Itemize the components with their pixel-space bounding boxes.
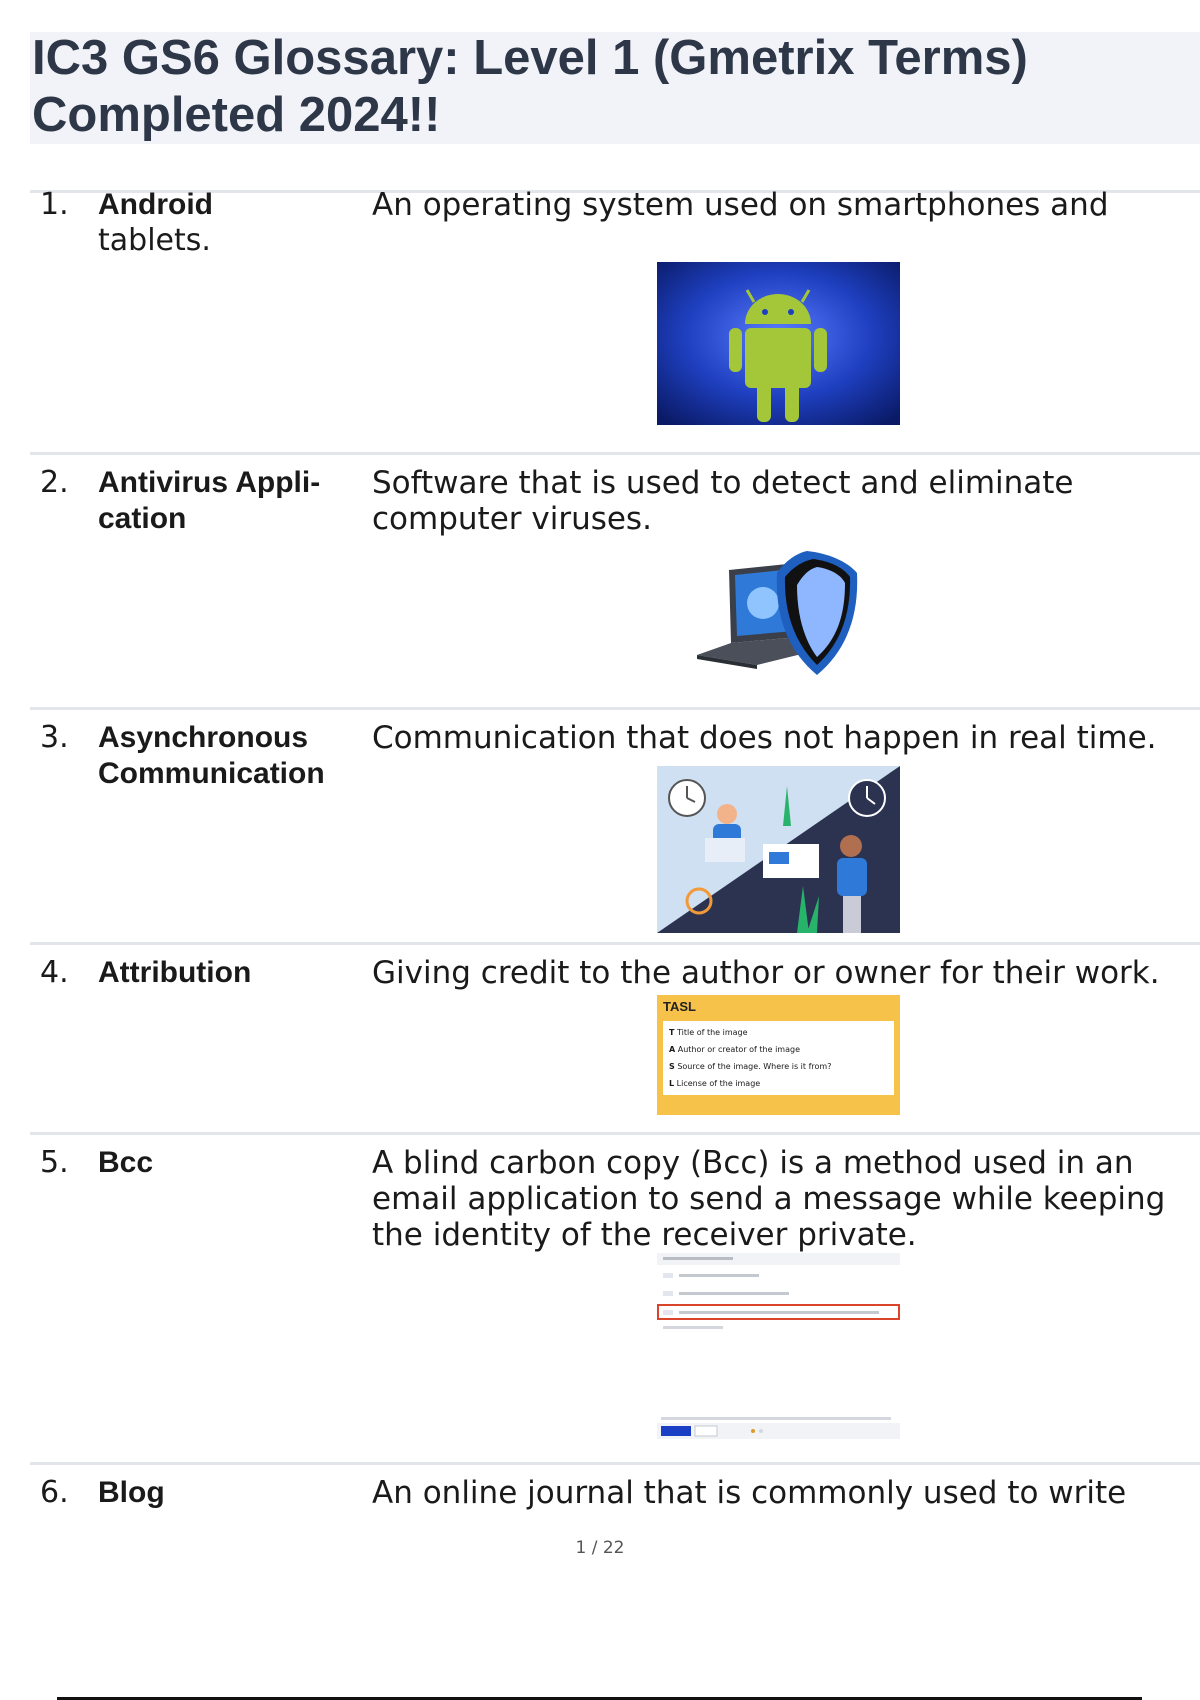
- tasl-card-heading: TASL: [663, 999, 696, 1014]
- entry-number: 1.: [40, 187, 69, 222]
- tasl-row-letter: T: [669, 1028, 675, 1037]
- glossary-entry-attribution: [30, 942, 1200, 1135]
- entry-term-continuation: tablets.: [98, 223, 211, 258]
- tasl-card-body: [663, 1021, 894, 1095]
- laptop-shield-icon: [657, 545, 900, 685]
- entry-definition: An operating system used on smartphones and: [372, 187, 1109, 223]
- entry-number: 4.: [40, 955, 69, 990]
- email-compose-screenshot: [657, 1253, 900, 1448]
- tasl-row: [669, 1058, 888, 1075]
- entry-number: 5.: [40, 1145, 69, 1180]
- tasl-row-text: License of the image: [676, 1079, 761, 1088]
- entry-definition: An online journal that is commonly used to write: [372, 1475, 1127, 1511]
- entry-term-text: Android: [98, 188, 213, 221]
- tasl-row: [669, 1024, 888, 1041]
- tasl-row-letter: L: [669, 1079, 675, 1088]
- page-indicator: 1 / 22: [575, 1538, 625, 1558]
- entry-term: Bcc: [98, 1146, 154, 1179]
- entry-term: Asynchronous Communication: [98, 721, 325, 790]
- tasl-row-letter: S: [669, 1062, 675, 1071]
- entry-number: 3.: [40, 720, 69, 755]
- async-communication-illustration: [657, 766, 900, 933]
- glossary-entry-antivirus-application: [30, 452, 1200, 710]
- entry-number: 2.: [40, 465, 69, 500]
- entry-definition: Giving credit to the author or owner for their work.: [372, 955, 1160, 991]
- tasl-row: [669, 1041, 888, 1058]
- entry-term: Blog: [98, 1476, 165, 1509]
- android-robot-icon: [657, 262, 900, 425]
- glossary-entry-bcc: [30, 1132, 1200, 1465]
- entry-definition: A blind carbon copy (Bcc) is a method used in an email application to send a message while keeping the identity of the receiver private.: [372, 1145, 1166, 1253]
- entry-term: Antivirus Appli-cation: [98, 466, 321, 535]
- tasl-row-text: Title of the image: [677, 1028, 748, 1037]
- entry-term: [98, 187, 348, 259]
- glossary-entry-asynchronous-communication: [30, 707, 1200, 945]
- glossary-entry-blog: [30, 1462, 1200, 1525]
- tasl-row-letter: A: [669, 1045, 676, 1054]
- page-title: IC3 GS6 Glossary: Level 1 (Gmetrix Terms) Completed 2024!!: [32, 31, 1028, 142]
- tasl-row: [669, 1075, 888, 1092]
- entry-definition: Communication that does not happen in real time.: [372, 720, 1157, 756]
- entry-definition: Software that is used to detect and eliminate computer viruses.: [372, 465, 1074, 537]
- glossary-entry-android: [30, 187, 1200, 455]
- tasl-attribution-card: [657, 995, 900, 1115]
- entry-term: Attribution: [98, 956, 252, 989]
- tasl-row-text: Author or creator of the image: [677, 1045, 800, 1054]
- tasl-row-text: Source of the image. Where is it from?: [677, 1062, 832, 1071]
- entry-number: 6.: [40, 1475, 69, 1510]
